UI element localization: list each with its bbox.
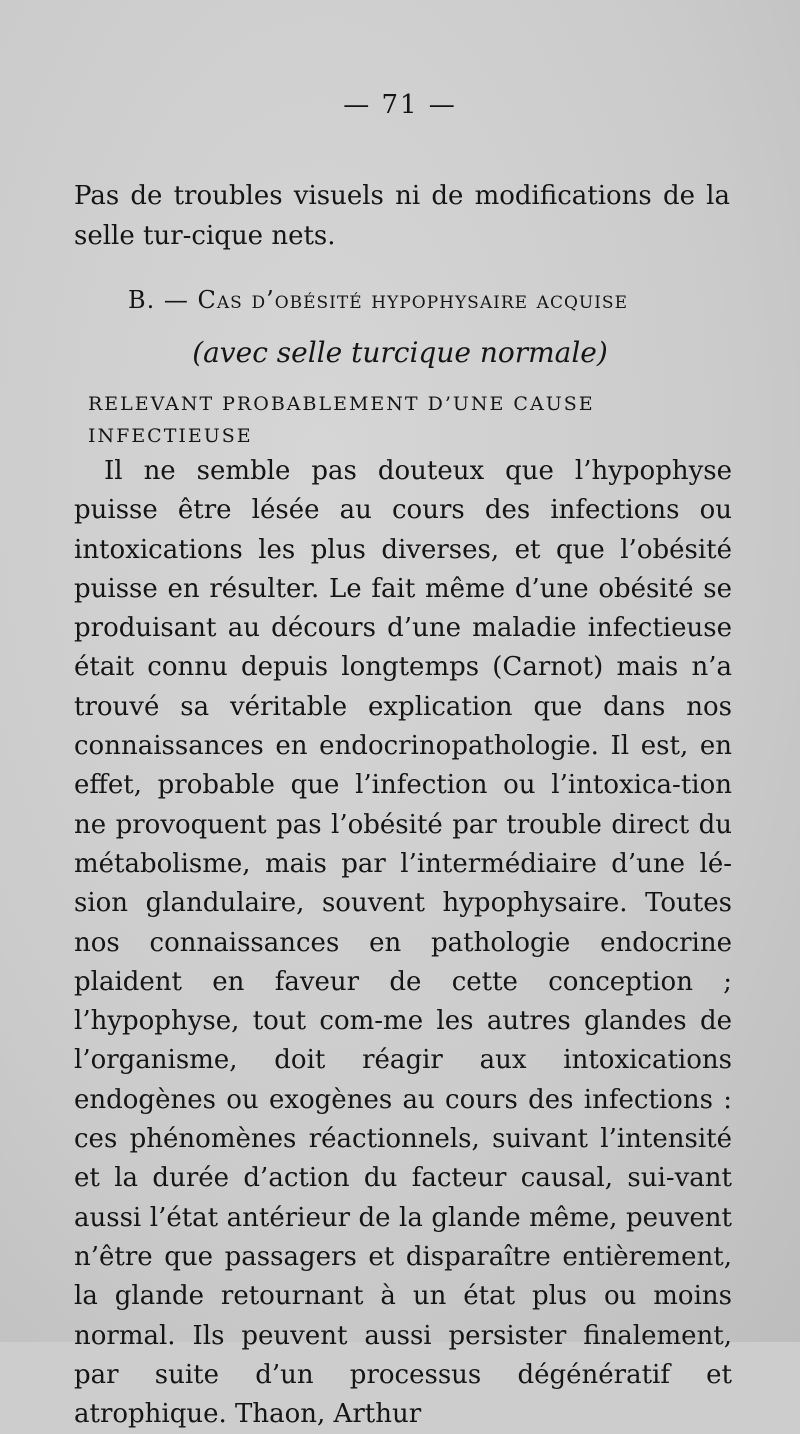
section-subheading: (avec selle turcique normale) bbox=[192, 336, 608, 369]
body-text bbox=[74, 452, 732, 1434]
section-qualifier: RELEVANT PROBABLEMENT D’UNE CAUSE INFECTIEUSE bbox=[88, 393, 595, 447]
page-number: — 71 — bbox=[343, 90, 457, 120]
section-heading: B. — Cas d’obésité hypophysaire acquise bbox=[128, 286, 628, 314]
body-paragraph: Il ne semble pas douteux que l’hypophyse puisse être lésée au cours des infections ou intoxications les plus diverses, et que l’obésité puisse en résulter. Le fait même d’une obésité se produisant au décours d’une maladie infectieuse était connu depuis longtemps (Carnot) mais n’a trouvé sa véritable explication que dans nos connaissances en endocrinopathologie. Il est, en effet, probable que l’infection ou l’intoxica-tion ne provoquent pas l’obésité par trouble direct du métabolisme, mais par l’intermédiaire d’une lé-sion glandulaire, souvent hypophysaire. Toutes nos connaissances en pathologie endocrine plaident en faveur de cette conception ; l’hypophyse, tout com-me les autres glandes de l’organisme, doit réagir aux intoxications endogènes ou exogènes au cours des infections : ces phénomènes réactionnels, suivant l’intensité et la durée d’action du facteur causal, sui-vant aussi l’état antérieur de la glande même, peuvent n’être que passagers et disparaître entièrement, la glande retournant à un état plus ou moins normal. Ils peuvent aussi persister finalement, par suite d’un processus dégénératif et atrophique. Thaon, Arthur bbox=[74, 456, 732, 1430]
intro-paragraph: Pas de troubles visuels ni de modifications de la selle tur-cique nets. bbox=[74, 181, 730, 251]
